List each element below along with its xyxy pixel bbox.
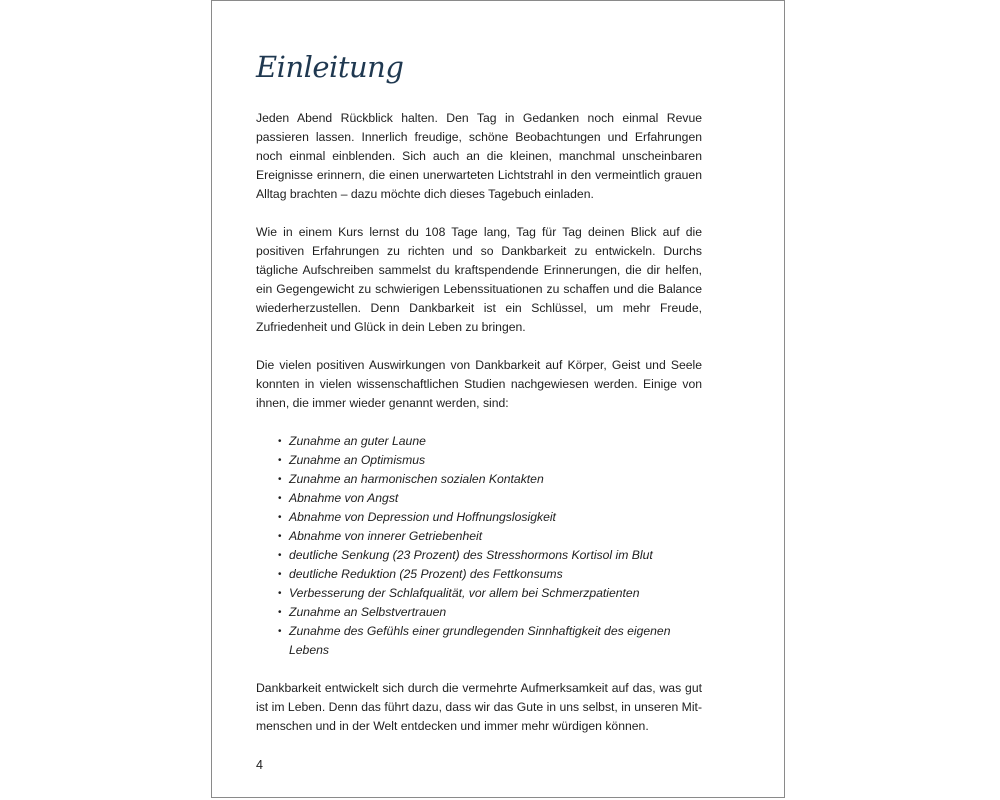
- page-title: Einleitung: [256, 50, 404, 84]
- list-item: • Zunahme an guter Laune: [278, 432, 702, 451]
- list-item: • Abnahme von innerer Getriebenheit: [278, 527, 702, 546]
- page-number: 4: [256, 758, 263, 772]
- list-item: • Abnahme von Angst: [278, 489, 702, 508]
- list-item: • deutliche Reduktion (25 Prozent) des Fettkonsums: [278, 565, 702, 584]
- list-item: • Verbesserung der Schlafqualität, vor allem bei Schmerzpatienten: [278, 584, 702, 603]
- list-item: • Zunahme des Gefühls einer grundlegenden Sinnhaftigkeit des eigenen Lebens: [278, 622, 702, 660]
- page-body: [256, 109, 702, 755]
- paragraph-studies: Die vielen positiven Auswirkungen von Dankbarkeit auf Körper, Geist und Seele konnten in vielen wissenschaftlichen Studien nachgewiesen werden. Einige von ihnen, die immer wieder genannt werden, sind:: [256, 358, 702, 410]
- effects-list: [256, 432, 702, 660]
- paragraph-course: Wie in einem Kurs lernst du 108 Tage lang, Tag für Tag deinen Blick auf die positiven Erfahrungen zu richten und so Dankbarkeit zu entwickeln. Durchs tägliche Aufschreiben sammelst du kraftspendende Erinnerungen, die dir helfen, ein Gegengewicht zu schwierigen Lebenssituationen zu schaffen und die Balance wiederherzustellen. Denn Dankbarkeit ist ein Schlüssel, um mehr Freude, Zufriedenheit und Glück in dein Leben zu bringen.: [256, 225, 702, 334]
- list-item: • Abnahme von Depression und Hoffnungslosigkeit: [278, 508, 702, 527]
- list-item: • deutliche Senkung (23 Prozent) des Stresshormons Kortisol im Blut: [278, 546, 702, 565]
- list-item: • Zunahme an Selbstvertrauen: [278, 603, 702, 622]
- list-item: • Zunahme an harmonischen sozialen Kontakten: [278, 470, 702, 489]
- paragraph-conclusion: Dankbarkeit entwickelt sich durch die vermehrte Aufmerksamkeit auf das, was gut ist im Leben. Denn das führt dazu, dass wir das Gute in uns selbst, in unseren Mitmenschen und in der Welt entdecken und immer mehr würdigen können.: [256, 681, 702, 733]
- book-page: [211, 0, 785, 798]
- list-item: • Zunahme an Optimismus: [278, 451, 702, 470]
- paragraph-intro: Jeden Abend Rückblick halten. Den Tag in Gedanken noch einmal Revue passieren lassen. Innerlich freudige, schöne Beobachtungen und Erfahrungen noch einmal einblenden. Sich auch an die kleinen, manchmal unscheinbaren Ereignisse erinnern, die einen unerwarteten Lichtstrahl in den vermeintlich grauen Alltag brachten – dazu möchte dich dieses Tagebuch einladen.: [256, 111, 702, 201]
